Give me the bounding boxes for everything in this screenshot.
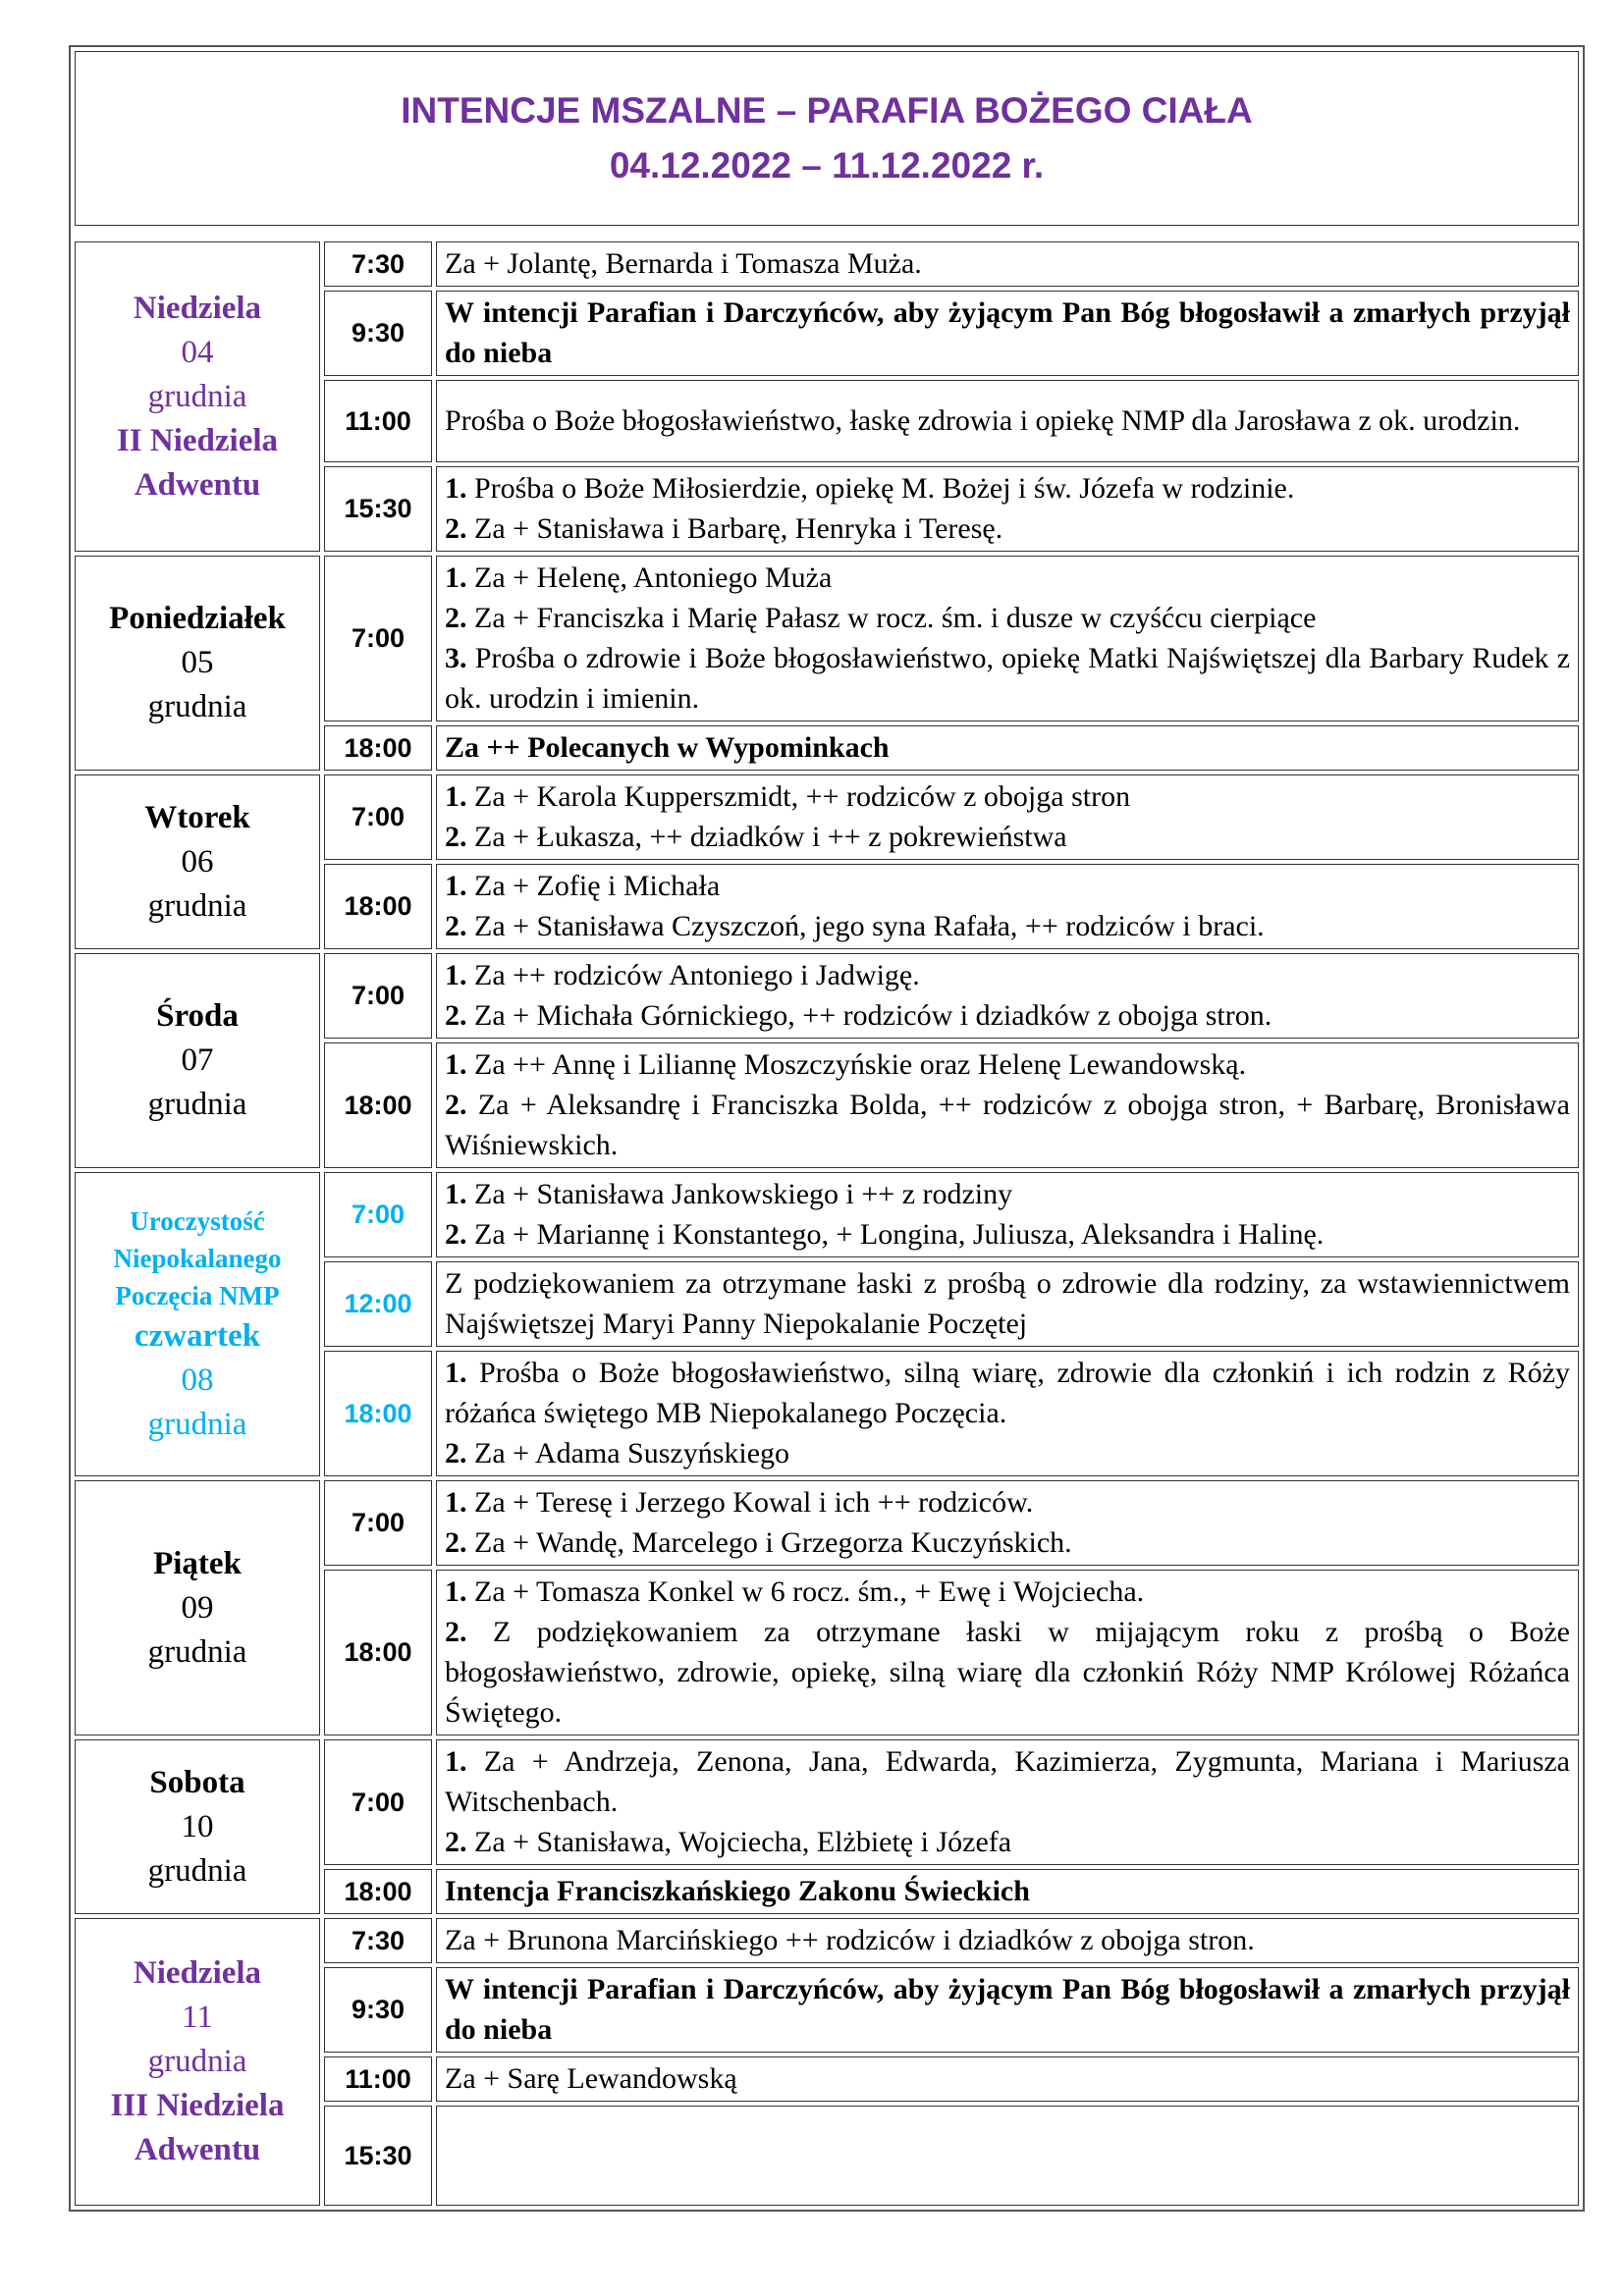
intention-cell (436, 1172, 1579, 1257)
intention-cell-empty (436, 2106, 1579, 2206)
intention-cell (436, 1042, 1579, 1168)
intention-cell (436, 556, 1579, 721)
intentions-document (69, 45, 1585, 2212)
intention-cell (436, 1869, 1579, 1914)
day-number: 08 (181, 1362, 214, 1398)
mass-time: 18:00 (324, 725, 432, 771)
feast-name: Poczęcia NMP (115, 1280, 280, 1310)
liturgical-season: Adwentu (134, 466, 261, 503)
intention-text: Za + Franciszka i Marię Pałasz w rocz. śm. i dusze w czyśćcu cierpiące (474, 602, 1317, 634)
intention-number: 1. (445, 561, 467, 594)
mass-row (75, 241, 1579, 287)
intention-number: 2. (445, 1218, 467, 1251)
intention-item (445, 906, 1570, 946)
day-cell (75, 774, 320, 949)
mass-time: 18:00 (324, 1570, 432, 1735)
intention-text: Za + Sarę Lewandowską (445, 2062, 737, 2095)
day-number: 09 (181, 1589, 214, 1626)
intention-text: Za + Teresę i Jerzego Kowal i ich ++ rodziców. (474, 1486, 1034, 1519)
day-month: grudnia (147, 1087, 247, 1122)
intention-item (445, 995, 1570, 1036)
day-cell (75, 1739, 320, 1914)
day-month: grudnia (147, 1633, 247, 1670)
mass-time: 7:00 (324, 1172, 432, 1257)
intention-number: 1. (445, 1745, 467, 1778)
mass-time: 7:30 (324, 241, 432, 287)
intention-cell (436, 1918, 1579, 1963)
intention-number: 1. (445, 472, 467, 505)
day-name: Wtorek (144, 799, 250, 835)
intention-item (445, 817, 1570, 857)
intention-number: 2. (445, 999, 467, 1032)
intention-number: 1. (445, 780, 467, 813)
intention-text: Za ++ rodziców Antoniego i Jadwigę. (474, 959, 920, 991)
intention-number: 2. (445, 602, 467, 634)
intention-item (445, 598, 1570, 638)
mass-row (75, 556, 1579, 721)
intention-cell (436, 1261, 1579, 1347)
intention-number: 2. (445, 512, 467, 545)
day-name: Piątek (153, 1545, 242, 1581)
intention-text: Za + Adama Suszyńskiego (474, 1437, 790, 1469)
day-cell (75, 241, 320, 552)
intention-item (445, 1482, 1570, 1522)
intentions-table (69, 45, 1585, 2212)
intention-item (445, 1174, 1570, 1214)
intention-item (445, 1353, 1570, 1433)
intention-number: 1. (445, 1178, 467, 1210)
mass-row (75, 1739, 1579, 1865)
intention-number: 2. (445, 910, 467, 942)
intention-text: Z podziękowaniem za otrzymane łaski z prośbą o zdrowie dla rodziny, za wstawiennictwem Najświętszej Maryi Panny Niepokalanie Poczętej (445, 1267, 1570, 1340)
mass-time: 11:00 (324, 380, 432, 462)
day-month: grudnia (147, 378, 247, 414)
mass-time: 18:00 (324, 1042, 432, 1168)
day-name: Środa (156, 998, 239, 1034)
intention-text: Z podziękowaniem za otrzymane łaski w mijającym roku z prośbą o Boże błogosławieństwo, zdrowie, opiekę, silną wiarę dla członkiń Róży NMP Królowej Różańca Świętego. (445, 1616, 1571, 1729)
intention-cell (436, 291, 1579, 376)
intention-cell (436, 241, 1579, 287)
intention-number: 2. (445, 1616, 467, 1648)
intention-number: 2. (445, 1526, 467, 1559)
day-month: grudnia (147, 689, 247, 724)
day-number: 04 (181, 334, 214, 370)
intention-text: Prośba o Boże błogosławieństwo, łaskę zdrowia i opiekę NMP dla Jarosława z ok. urodzin. (445, 404, 1521, 437)
intention-cell (436, 1570, 1579, 1735)
intention-number: 1. (445, 1357, 467, 1389)
mass-time: 9:30 (324, 291, 432, 376)
intention-item (445, 558, 1570, 598)
mass-time: 9:30 (324, 1967, 432, 2053)
intention-text: Za + Brunona Marcińskiego ++ rodziców i dziadków z obojga stron. (445, 1924, 1255, 1956)
intention-item (445, 1522, 1570, 1563)
page-title: INTENCJE MSZALNE – PARAFIA BOŻEGO CIAŁA (401, 90, 1253, 131)
intention-number: 1. (445, 959, 467, 991)
intention-text: Za + Jolantę, Bernarda i Tomasza Muża. (445, 247, 922, 280)
intention-item (445, 1044, 1570, 1085)
intention-text: Za + Helenę, Antoniego Muża (474, 561, 833, 594)
intention-text: Za + Wandę, Marcelego i Grzegorza Kuczyńskich. (474, 1526, 1072, 1559)
intention-cell (436, 1351, 1579, 1476)
mass-time: 11:00 (324, 2056, 432, 2102)
intention-number: 1. (445, 1575, 467, 1608)
intention-number: 1. (445, 870, 467, 902)
mass-time: 7:00 (324, 953, 432, 1039)
intention-cell (436, 2056, 1579, 2102)
day-number: 06 (181, 843, 214, 880)
intention-item (445, 1572, 1570, 1612)
intention-text: Za + Mariannę i Konstantego, + Longina, Juliusza, Aleksandra i Halinę. (474, 1218, 1325, 1251)
document-header (75, 51, 1579, 226)
mass-time: 18:00 (324, 1869, 432, 1914)
day-cell (75, 1172, 320, 1476)
intention-cell (436, 1480, 1579, 1566)
intention-text: Za + Stanisława i Barbarę, Henryka i Teresę. (474, 512, 1003, 545)
intention-cell (436, 1967, 1579, 2053)
intention-text: Za + Zofię i Michała (474, 870, 721, 902)
intention-cell (436, 725, 1579, 771)
intention-text: Prośba o Boże błogosławieństwo, silną wiarę, zdrowie dla członkiń i ich rodzin z Róży różańca świętego MB Niepokalanego Poczęcia. (445, 1357, 1570, 1429)
intention-number: 2. (445, 1826, 467, 1858)
intention-item (445, 1085, 1570, 1165)
mass-row (75, 1918, 1579, 1963)
intention-text: Za + Stanisława Czyszczoń, jego syna Rafała, ++ rodziców i braci. (474, 910, 1265, 942)
intention-text: Za + Tomasza Konkel w 6 rocz. śm., + Ewę i Wojciecha. (474, 1575, 1145, 1608)
intention-item (445, 638, 1570, 719)
intention-text: Prośba o Boże Miłosierdzie, opiekę M. Bożej i św. Józefa w rodzinie. (474, 472, 1295, 505)
mass-time: 18:00 (324, 864, 432, 949)
mass-row (75, 953, 1579, 1039)
liturgical-season: Adwentu (134, 2132, 261, 2167)
intention-item (445, 776, 1570, 817)
intention-text: W intencji Parafian i Darczyńców, aby żyjącym Pan Bóg błogosławił a zmarłych przyjął do nieba (445, 1973, 1570, 2046)
intention-item (445, 1214, 1570, 1255)
intention-text: Za + Michała Górnickiego, ++ rodziców i dziadków z obojga stron. (474, 999, 1272, 1032)
feast-name: Uroczystość (130, 1205, 265, 1236)
intention-number: 3. (445, 642, 467, 674)
mass-time: 7:00 (324, 774, 432, 860)
mass-row (75, 1172, 1579, 1257)
mass-time: 12:00 (324, 1261, 432, 1347)
mass-time: 7:00 (324, 1480, 432, 1566)
intention-item (445, 955, 1570, 995)
day-cell (75, 1918, 320, 2206)
mass-time: 7:00 (324, 1739, 432, 1865)
intention-text: Za + Stanisława, Wojciecha, Elżbietę i Józefa (474, 1826, 1012, 1858)
day-number: 10 (181, 1808, 214, 1844)
day-name: czwartek (134, 1317, 261, 1354)
intention-item (445, 1741, 1570, 1822)
intention-cell (436, 380, 1579, 462)
intention-cell (436, 953, 1579, 1039)
intention-cell (436, 774, 1579, 860)
intention-text: Intencja Franciszkańskiego Zakonu Świeckich (445, 1875, 1030, 1907)
day-number: 07 (181, 1042, 214, 1078)
date-range: 04.12.2022 – 11.12.2022 r. (609, 145, 1045, 186)
intention-text: Za + Stanisława Jankowskiego i ++ z rodziny (474, 1178, 1013, 1210)
day-name: Sobota (149, 1764, 245, 1800)
intention-number: 1. (445, 1486, 467, 1519)
feast-name: Niepokalanego (113, 1243, 282, 1273)
intention-number: 2. (445, 1437, 467, 1469)
intention-text: Prośba o zdrowie i Boże błogosławieństwo, opiekę Matki Najświętszej dla Barbary Rudek z ok. urodzin i imienin. (445, 642, 1571, 715)
day-number: 11 (182, 2000, 213, 2035)
day-name: Poniedziałek (109, 601, 286, 636)
liturgical-day: III Niedziela (110, 2088, 285, 2123)
intention-text: Za + Karola Kupperszmidt, ++ rodziców z obojga stron (474, 780, 1131, 813)
mass-time: 15:30 (324, 466, 432, 552)
intention-text: Za ++ Polecanych w Wypominkach (445, 731, 890, 764)
day-cell (75, 556, 320, 771)
intention-item (445, 1612, 1570, 1733)
day-month: grudnia (147, 887, 247, 924)
intention-item (445, 1433, 1570, 1473)
mass-row (75, 1480, 1579, 1566)
intention-text: Za + Andrzeja, Zenona, Jana, Edwarda, Kazimierza, Zygmunta, Mariana i Mariusza Witschenbach. (445, 1745, 1571, 1818)
intention-cell (436, 864, 1579, 949)
day-cell (75, 1480, 320, 1735)
intention-cell (436, 466, 1579, 552)
intention-number: 2. (445, 821, 467, 853)
day-month: grudnia (147, 1852, 247, 1889)
day-name: Niedziela (133, 1955, 262, 1991)
intention-item (445, 468, 1570, 508)
day-month: grudnia (147, 1406, 247, 1442)
mass-time: 7:00 (324, 556, 432, 721)
mass-time: 18:00 (324, 1351, 432, 1476)
intention-text: Za + Łukasza, ++ dziadków i ++ z pokrewieństwa (474, 821, 1067, 853)
intention-item (445, 1822, 1570, 1862)
intention-text: Za ++ Annę i Liliannę Moszczyńskie oraz Helenę Lewandowską. (474, 1048, 1247, 1081)
intention-number: 2. (445, 1089, 467, 1121)
intention-item (445, 508, 1570, 549)
liturgical-day: II Niedziela (116, 422, 279, 458)
intention-text: W intencji Parafian i Darczyńców, aby żyjącym Pan Bóg błogosławił a zmarłych przyjął do nieba (445, 296, 1570, 369)
day-number: 05 (181, 645, 214, 680)
mass-row (75, 774, 1579, 860)
mass-time: 7:30 (324, 1918, 432, 1963)
day-month: grudnia (147, 2044, 247, 2079)
intention-cell (436, 1739, 1579, 1865)
header-gap (75, 230, 1579, 238)
intention-text: Za + Aleksandrę i Franciszka Bolda, ++ rodziców z obojga stron, + Barbarę, Bronisława Wiśniewskich. (445, 1089, 1571, 1161)
intention-item (445, 866, 1570, 906)
mass-time: 15:30 (324, 2106, 432, 2206)
day-cell (75, 953, 320, 1168)
day-name: Niedziela (133, 290, 262, 326)
intention-number: 1. (445, 1048, 467, 1081)
